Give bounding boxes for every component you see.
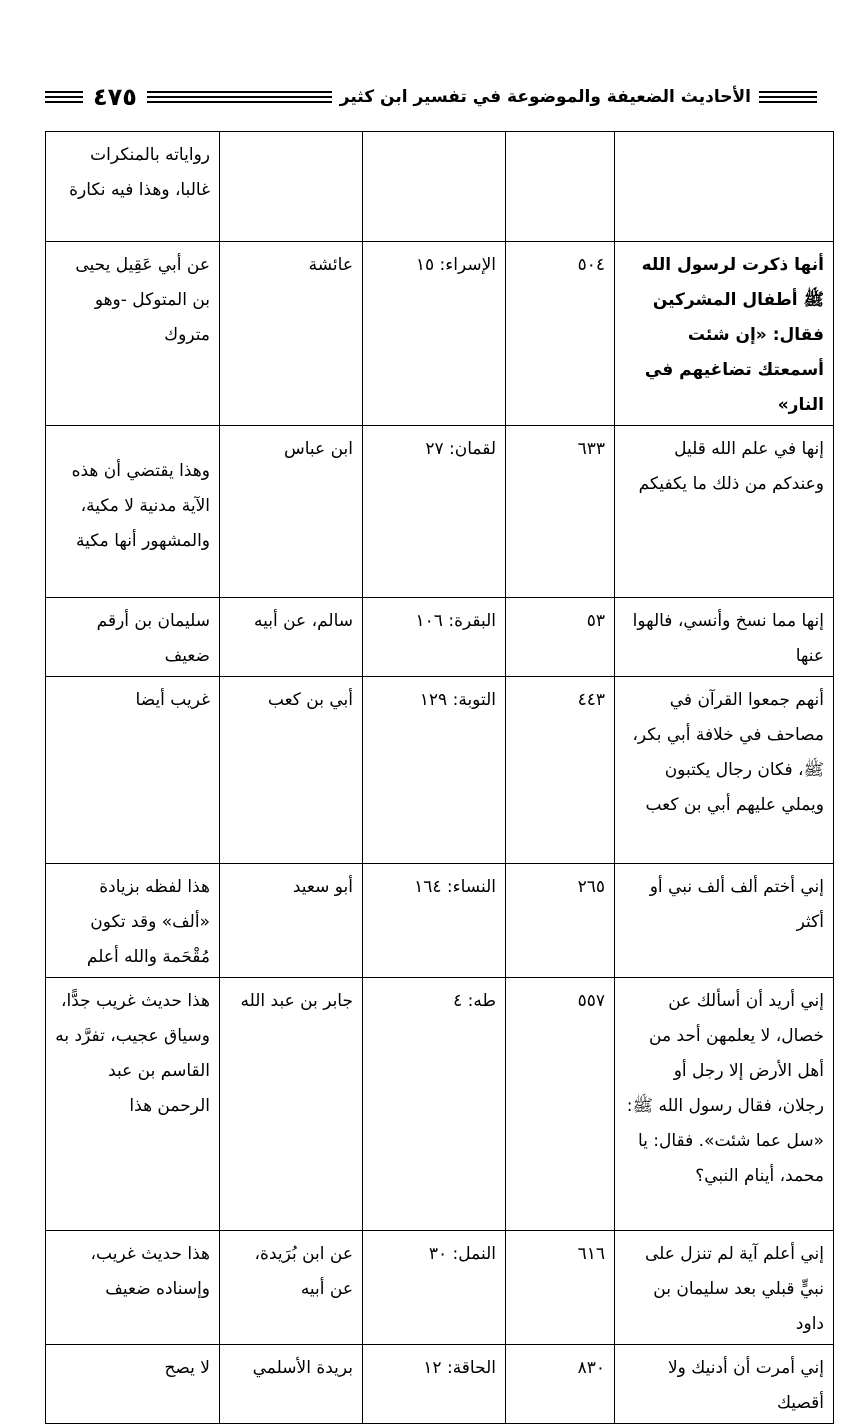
cell-surah-ref: لقمان: ٢٧ [363,426,506,598]
table-row [46,426,834,598]
cell-hadith-text: أنها ذكرت لرسول الله ﷺ أطفال المشركين فقال: «إن شئت أسمعتك تضاغيهم في النار» [615,242,834,426]
cell-hadith-text: إني أعلم آية لم تنزل على نبيٍّ قبلي بعد سليمان بن داود [615,1231,834,1345]
cell-number: ٥٣ [506,598,615,677]
page-header [45,82,817,112]
cell-number: ٢٦٥ [506,864,615,978]
cell-number: ٦٣٣ [506,426,615,598]
cell-hadith-text: أنهم جمعوا القرآن في مصاحف في خلافة أبي بكر، ﷺ، فكان رجال يكتبون ويملي عليهم أبي بن كعب [615,677,834,864]
cell-surah-ref [363,132,506,242]
table-row [46,132,834,242]
cell-narrator: ابن عباس [220,426,363,598]
cell-grading-note: رواياته بالمنكرات غالبا، وهذا فيه نكارة [46,132,220,242]
cell-grading-note: هذا لفظه بزيادة «ألف» وقد تكون مُقْحَمة والله أعلم [46,864,220,978]
cell-hadith-text [615,132,834,242]
cell-grading-note: غريب أيضا [46,677,220,864]
cell-narrator: أبو سعيد [220,864,363,978]
table-row [46,242,834,426]
cell-surah-ref: النمل: ٣٠ [363,1231,506,1345]
cell-number: ٥٥٧ [506,978,615,1231]
table-row [46,677,834,864]
cell-grading-note: وهذا يقتضي أن هذه الآية مدنية لا مكية، والمشهور أنها مكية [46,426,220,598]
header-rule-middle [147,91,332,103]
cell-surah-ref: البقرة: ١٠٦ [363,598,506,677]
cell-hadith-text: إني أمرت أن أدنيك ولا أقصيك [615,1345,834,1424]
table-row [46,598,834,677]
table-row [46,1345,834,1424]
cell-number: ٥٠٤ [506,242,615,426]
cell-grading-note: هذا حديث غريب، وإسناده ضعيف [46,1231,220,1345]
cell-narrator: أبي بن كعب [220,677,363,864]
table-row [46,1231,834,1345]
cell-surah-ref: الإسراء: ١٥ [363,242,506,426]
cell-grading-note: لا يصح [46,1345,220,1424]
cell-narrator [220,132,363,242]
cell-narrator: عن ابن بُرَيدة، عن أبيه [220,1231,363,1345]
cell-number [506,132,615,242]
cell-surah-ref: التوبة: ١٢٩ [363,677,506,864]
cell-hadith-text: إني أختم ألف ألف نبي أو أكثر [615,864,834,978]
cell-grading-note: سليمان بن أرقم ضعيف [46,598,220,677]
cell-number: ٨٣٠ [506,1345,615,1424]
cell-number: ٦١٦ [506,1231,615,1345]
cell-narrator: جابر بن عبد الله [220,978,363,1231]
cell-hadith-text: إني أريد أن أسألك عن خصال، لا يعلمهن أحد من أهل الأرض إلا رجل أو رجلان، فقال رسول الله ﷺ: «سل عما شئت». فقال: يا محمد، أينام النبي؟ [615,978,834,1231]
table-row [46,864,834,978]
hadith-table [45,131,834,1424]
cell-grading-note: عن أبي عَقِيل يحيى بن المتوكل -وهو متروك [46,242,220,426]
cell-number: ٤٤٣ [506,677,615,864]
cell-hadith-text: إنها مما نسخ وأنسي، فالهوا عنها [615,598,834,677]
cell-narrator: بريدة الأسلمي [220,1345,363,1424]
page-number: ٤٧٥ [93,83,137,111]
header-rule-right [759,91,817,103]
table-row [46,978,834,1231]
cell-grading-note: هذا حديث غريب جدًّا، وسياق عجيب، تفرَّد به القاسم بن عبد الرحمن هذا [46,978,220,1231]
header-rule-left [45,91,83,103]
cell-hadith-text: إنها في علم الله قليل وعندكم من ذلك ما يكفيكم [615,426,834,598]
cell-surah-ref: الحاقة: ١٢ [363,1345,506,1424]
cell-narrator: عائشة [220,242,363,426]
book-title: الأحاديث الضعيفة والموضوعة في تفسير ابن كثير [339,87,751,107]
cell-narrator: سالم، عن أبيه [220,598,363,677]
cell-surah-ref: النساء: ١٦٤ [363,864,506,978]
cell-surah-ref: طه: ٤ [363,978,506,1231]
